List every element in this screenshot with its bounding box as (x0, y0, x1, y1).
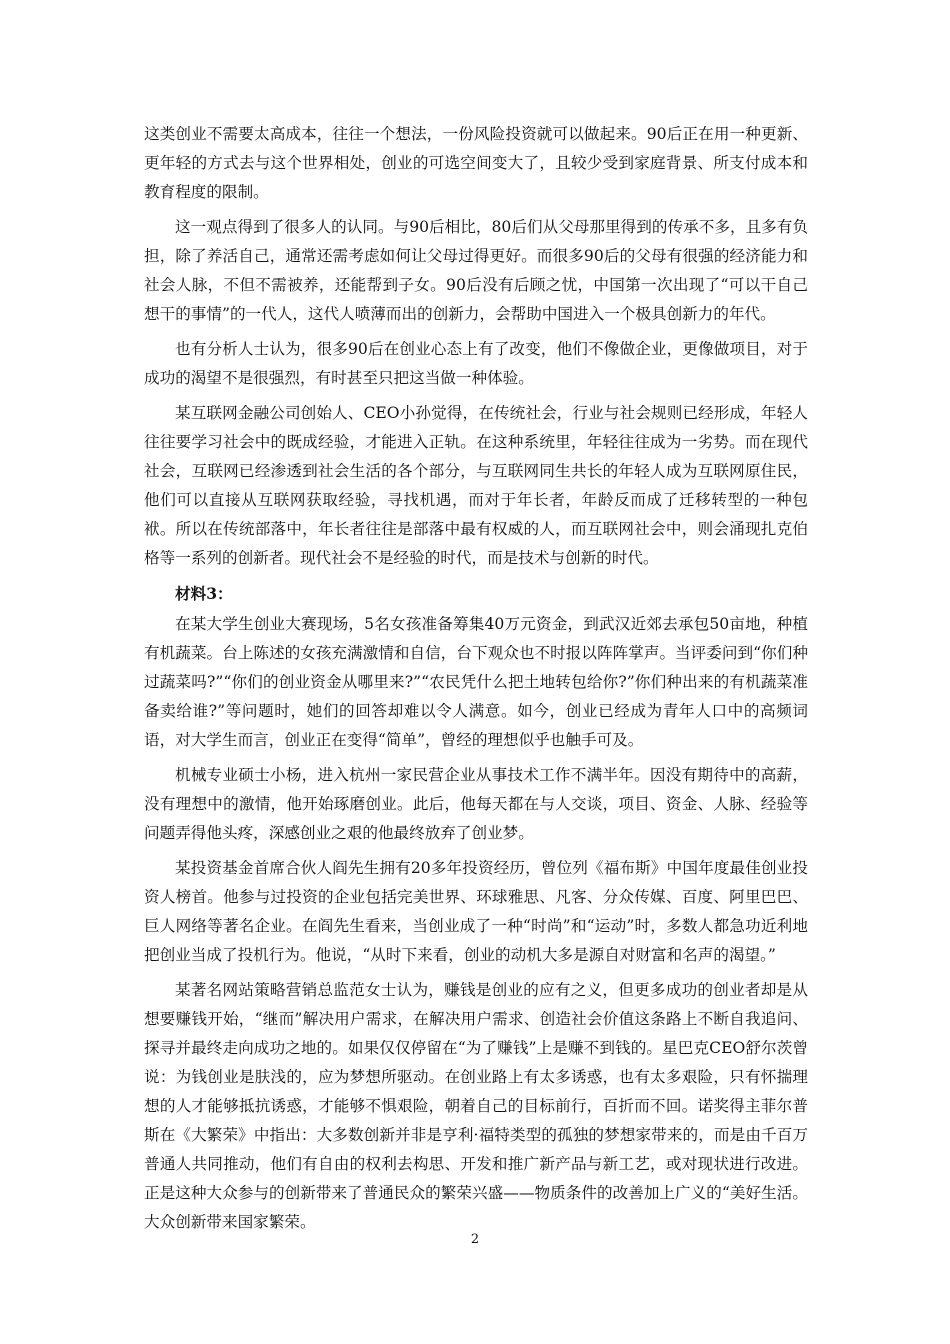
paragraph: 这一观点得到了很多人的认同。与90后相比，80后们从父母那里得到的传承不多，且多有负担，除了养活自己，通常还需考虑如何让父母过得更好。而很多90后的父母有很强的经济能力和社会人脉，不但不需被养，还能帮到子女。90后没有后顾之忧，中国第一次出现了“可以干自己想干的事情”的一代人，这代人喷薄而出的创新力，会帮助中国进入一个极具创新力的年代。 (144, 218, 808, 323)
paragraph: 某互联网金融公司创始人、CEO小孙觉得，在传统社会，行业与社会规则已经形成，年轻人往往要学习社会中的既成经验，才能进入正轨。在这种系统里，年轻往往成为一劣势。而在现代社会，互联网已经渗透到社会生活的各个部分，与互联网同生共长的年轻人成为互联网原住民，他们可以直接从互联网获取经验，寻找机遇，而对于年长者，年龄反而成了迁移转型的一种包袱。所以在传统部落中，年长者往往是部落中最有权威的人，而互联网社会中，则会涌现扎克伯格等一系列的创新者。现代社会不是经验的时代，而是技术与创新的时代。 (144, 404, 808, 567)
paragraph: 某著名网站策略营销总监范女士认为，赚钱是创业的应有之义，但更多成功的创业者却是从想要赚钱开始，“继而”解决用户需求，在解决用户需求、创造社会价值这条路上不断自我追问、探寻并最终走向成功之地的。如果仅仅停留在“为了赚钱”上是赚不到钱的。星巴克CEO舒尔茨曾说：为钱创业是肤浅的，应为梦想所驱动。在创业路上有太多诱惑，也有太多艰险，只有怀揣理想的人才能够抵抗诱惑，才能够不惧艰险，朝着自己的目标前行，百折而不回。诺奖得主菲尔普斯在《大繁荣》中指出：大多数创新并非是亨利·福特类型的孤独的梦想家带来的，而是由千百万普通人共同推动，他们有自由的权利去构思、开发和推广新产品与新工艺，或对现状进行改进。正是这种大众参与的创新带来了普通民众的繁荣兴盛——物质条件的改善加上广义的“美好生活。大众创新带来国家繁荣。 (144, 981, 808, 1231)
paragraph: 这类创业不需要太高成本，往往一个想法，一份风险投资就可以做起来。90后正在用一种更新、更年轻的方式去与这个世界相处，创业的可选空间变大了，且较少受到家庭背景、所支付成本和教育程度的限制。 (144, 125, 808, 201)
paragraph: 某投资基金首席合伙人阎先生拥有20多年投资经历，曾位列《福布斯》中国年度最佳创业投资人榜首。他参与过投资的企业包括完美世界、环球雅思、凡客、分众传媒、百度、阿里巴巴、巨人网络等著名企业。在阎先生看来，当创业成了一种“时尚”和“运动”时，多数人都急功近利地把创业当成了投机行为。他说，“从时下来看，创业的动机大多是源自对财富和名声的渴望。” (144, 859, 808, 964)
paragraph: 机械专业硕士小杨，进入杭州一家民营企业从事技术工作不满半年。因没有期待中的高薪，没有理想中的激情，他开始琢磨创业。此后，他每天都在与人交谈，项目、资金、人脉、经验等问题弄得他头疼，深感创业之艰的他最终放弃了创业梦。 (144, 766, 808, 842)
paragraph: 也有分析人士认为，很多90后在创业心态上有了改变，他们不像做企业，更像做项目，对于成功的渴望不是很强烈，有时甚至只把这当做一种体验。 (144, 340, 808, 387)
page-number: 2 (470, 1232, 480, 1247)
paragraph: 在某大学生创业大赛现场，5名女孩准备筹集40万元资金，到武汉近郊去承包50亩地，种植有机蔬菜。台上陈述的女孩充满激情和自信，台下观众也不时报以阵阵掌声。当评委问到“你们种过蔬菜吗?”“你们的创业资金从哪里来?”“农民凭什么把土地转包给你?”你们种出来的有机蔬菜准备卖给谁?”等问题时，她们的回答却难以令人满意。如今，创业已经成为青年人口中的高频词语，对大学生而言，创业正在变得“简单”，曾经的理想似乎也触手可及。 (144, 615, 808, 749)
section-heading: 材料3： (175, 584, 233, 603)
page-content (144, 120, 808, 1243)
